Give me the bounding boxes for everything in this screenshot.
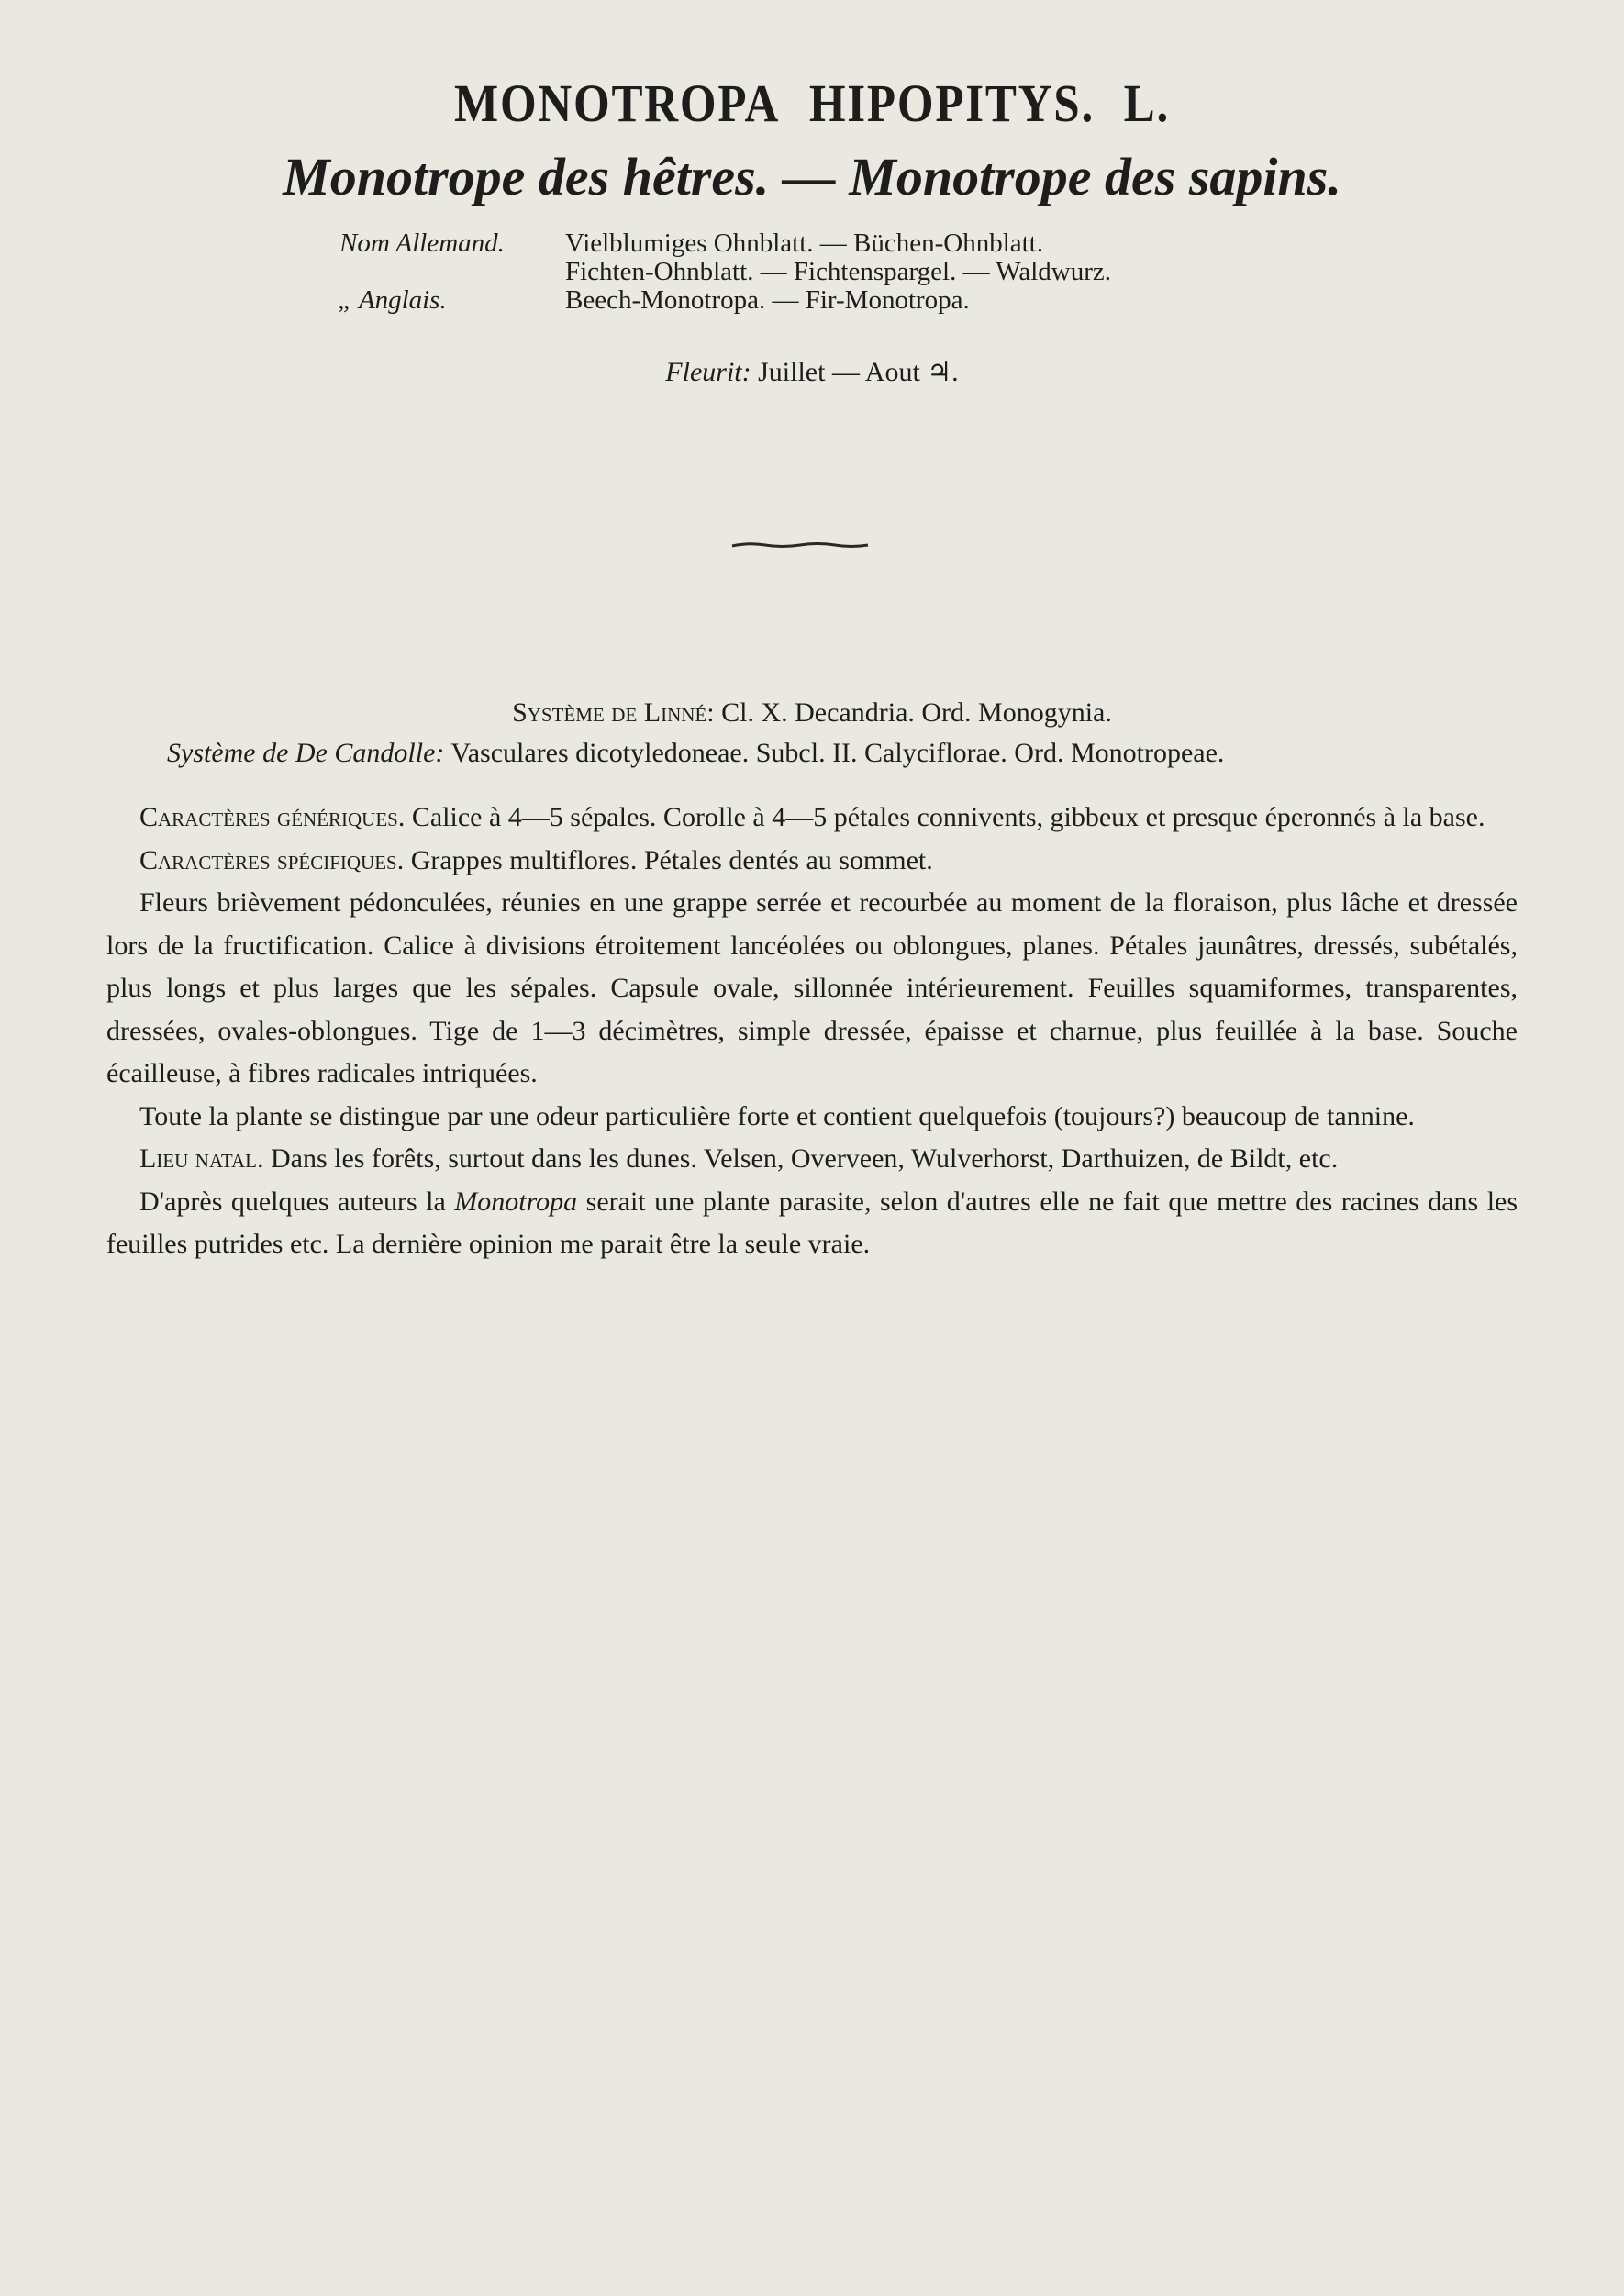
linne-system-line: [0, 697, 1624, 729]
specific-value: Grappes multiflores. Pétales dentés au sommet.: [410, 844, 933, 875]
parasite-genus: Monotropa: [454, 1186, 578, 1217]
name-row-german: [0, 229, 1624, 258]
parasite-suffix: serait une plante parasite, selon d'autres elle ne fait que mettre des racines dans les feuilles putrides etc. La dernière opinion me parait être la seule vraie.: [106, 1186, 1518, 1259]
name-row-german-2: [0, 258, 1624, 286]
name-value-german-2: Fichten-Ohnblatt. — Fichtenspargel. — Waldwurz.: [565, 257, 1112, 286]
flowering-value: Juillet — Aout ♃.: [758, 357, 959, 387]
habitat-value: Dans les forêts, surtout dans les dunes. Velsen, Overveen, Wulverhorst, Darthuizen, de Bildt, etc.: [270, 1143, 1339, 1174]
odor-paragraph: Toute la plante se distingue par une odeur particulière forte et contient quelquefois (toujours?) beaucoup de tannine.: [139, 1100, 1415, 1131]
habitat-label: Lieu natal.: [139, 1143, 264, 1174]
candolle-label: Système de De Candolle:: [167, 738, 445, 768]
name-row-english: [0, 286, 1624, 315]
candolle-value: Vasculares dicotyledoneae. Subcl. II. Calyciflorae. Ord. Monotropeae.: [450, 738, 1225, 768]
parasite-prefix: D'après quelques auteurs la: [139, 1186, 446, 1217]
description-paragraph: Fleurs brièvement pédonculées, réunies en une grappe serrée et recourbée au moment de la floraison, plus lâche et dressée lors de la fructification. Calice à divisions étroitement lancéolées ou oblongues, planes. Pétales jaunâtres, dressés, subétalés, plus longs et plus larges que les sépales. Capsule ovale, sillonnée intérieurement. Feuilles squamiformes, transparentes, dressées, ovales-oblongues. Tige de 1—3 décimètres, simple dressée, épaisse et charnue, plus feuillée à la base. Souche écailleuse, à fibres radicales intriquées.: [106, 887, 1518, 1088]
page-subtitle: Monotrope des hêtres. — Monotrope des sapins.: [283, 147, 1341, 206]
linne-value: Cl. X. Decandria. Ord. Monogynia.: [721, 697, 1112, 728]
parasite-paragraph: [106, 1181, 1518, 1266]
name-value-english: Beech-Monotropa. — Fir-Monotropa.: [565, 285, 970, 315]
specific-label: Caractères spécifiques.: [139, 844, 405, 875]
plate-number: L.: [1123, 73, 1170, 133]
page-title: [97, 72, 1527, 136]
title-genus: MONOTROPA: [454, 73, 781, 133]
name-value-german: Vielblumiges Ohnblatt. — Büchen-Ohnblatt.: [565, 228, 1043, 258]
candolle-system-line: [167, 738, 1224, 769]
name-label-english: „ Anglais.: [338, 285, 447, 315]
habitat-paragraph: [106, 1138, 1518, 1181]
specific-characters-paragraph: [106, 840, 1518, 883]
generic-label: Caractères génériques.: [139, 802, 406, 832]
name-label-german: Nom Allemand.: [339, 228, 505, 258]
linne-label: Système de Linné:: [512, 697, 715, 728]
decorative-rule: [730, 541, 870, 549]
flowering-line: [0, 356, 1624, 388]
generic-characters-paragraph: [106, 797, 1518, 840]
generic-value: Calice à 4—5 sépales. Corolle à 4—5 pétales connivents, gibbeux et presque éperonnés à la base.: [411, 802, 1485, 832]
title-species: HIPOPITYS.: [808, 73, 1095, 133]
flowering-label: Fleurit:: [665, 357, 751, 387]
common-names: [0, 229, 1624, 315]
description-body: [106, 797, 1518, 1266]
